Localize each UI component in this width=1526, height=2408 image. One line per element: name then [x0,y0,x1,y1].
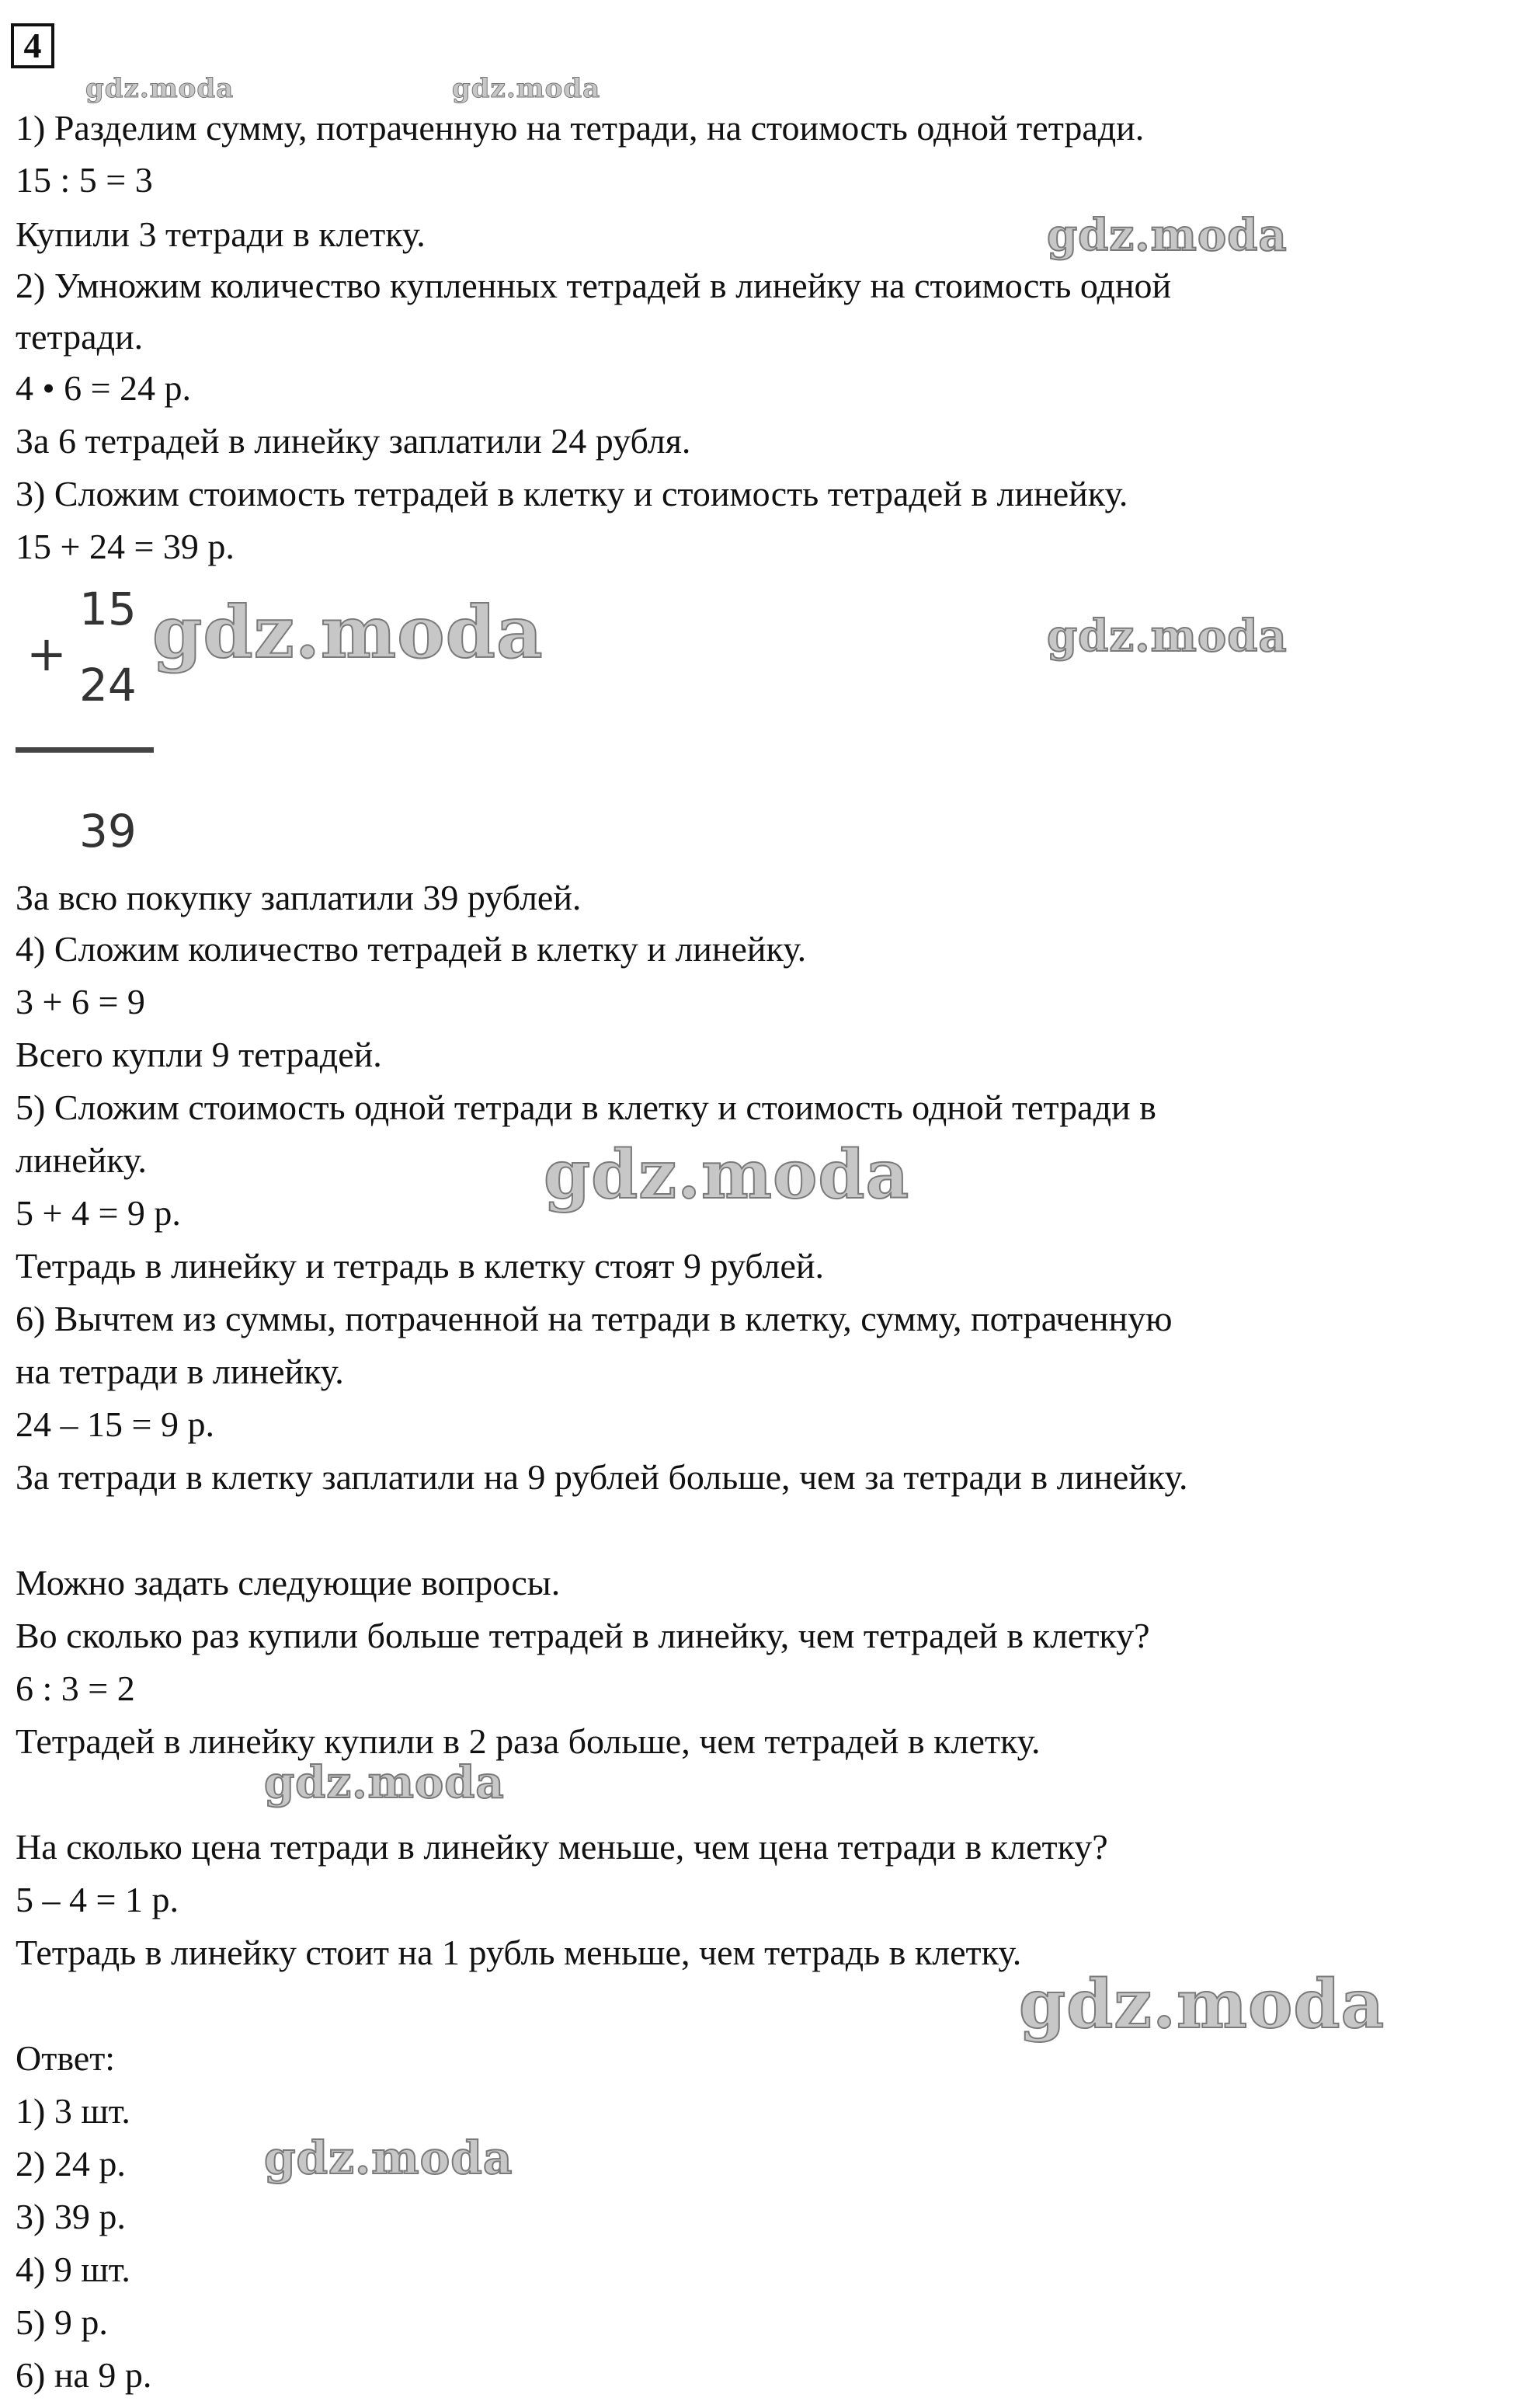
text-line: За всю покупку заплатили 39 рублей. [16,878,582,917]
text-line: 3 + 6 = 9 [16,982,145,1021]
text-line: 4 • 6 = 24 р. [16,368,192,408]
answer-item: 2) 24 р. [16,2144,126,2184]
answer-item: 6) на 9 р. [16,2355,152,2395]
column-addend-2: 24 [79,659,137,712]
column-addend-1: 15 [79,583,137,635]
text-line: 2) Умножим количество купленных тетрадей в линейку на стоимость одной [16,266,1172,305]
task-number-box: 4 [11,23,54,68]
answer-item: 4) 9 шт. [16,2250,130,2289]
text-line: тетради. [16,317,144,357]
text-line: Всего купли 9 тетрадей. [16,1035,382,1074]
text-line: 1) Разделим сумму, потраченную на тетради, на стоимость одной тетради. [16,108,1145,148]
text-line: 15 : 5 = 3 [16,160,153,200]
watermark: gdz.moda [1047,611,1288,662]
text-line: На сколько цена тетради в линейку меньше, чем цена тетради в клетку? [16,1827,1108,1867]
watermark: gdz.moda [544,1136,910,1214]
watermark: gdz.moda [452,73,601,104]
watermark: gdz.moda [264,2131,513,2184]
text-line: Во сколько раз купили больше тетрадей в линейку, чем тетрадей в клетку? [16,1616,1150,1655]
text-line: Тетрадь в линейку и тетрадь в клетку стоят 9 рублей. [16,1246,825,1286]
text-line: 6 : 3 = 2 [16,1669,135,1708]
text-line: 6) Вычтем из суммы, потраченной на тетради в клетку, сумму, потраченную [16,1299,1173,1338]
text-line: Тетрадей в линейку купили в 2 раза больше, чем тетрадей в клетку. [16,1721,1041,1761]
column-operator: + [26,625,67,682]
answer-item: 3) 39 р. [16,2197,126,2236]
text-line: Можно задать следующие вопросы. [16,1563,561,1602]
text-line: 5 + 4 = 9 р. [16,1193,181,1233]
text-line: За тетради в клетку заплатили на 9 рублей больше, чем за тетради в линейку. [16,1457,1188,1497]
text-line: 5 – 4 = 1 р. [16,1880,179,1919]
text-line: 3) Сложим стоимость тетрадей в клетку и стоимость тетрадей в линейку. [16,474,1128,513]
watermark: gdz.moda [264,1757,505,1808]
text-line: на тетради в линейку. [16,1352,344,1391]
text-line: Купили 3 тетради в клетку. [16,214,426,254]
watermark: gdz.moda [1047,210,1288,261]
text-line: Тетрадь в линейку стоит на 1 рубль меньше, чем тетрадь в клетку. [16,1933,1022,1972]
column-sum-rule [16,747,154,753]
text-line: 24 – 15 = 9 р. [16,1404,214,1444]
text-line: линейку. [16,1140,147,1180]
answer-item: 5) 9 р. [16,2302,108,2342]
watermark: gdz.moda [152,590,544,674]
answer-heading: Ответ: [16,2038,116,2078]
text-line: 4) Сложим количество тетрадей в клетку и линейку. [16,929,807,969]
column-sum: 39 [79,805,137,858]
watermark: gdz.moda [1019,1965,1385,2044]
text-line: За 6 тетрадей в линейку заплатили 24 рубля. [16,421,691,461]
text-line: 5) Сложим стоимость одной тетради в клетку и стоимость одной тетради в [16,1087,1156,1127]
text-line: 15 + 24 = 39 р. [16,527,235,566]
watermark: gdz.moda [85,73,235,104]
answer-item: 1) 3 шт. [16,2091,130,2131]
